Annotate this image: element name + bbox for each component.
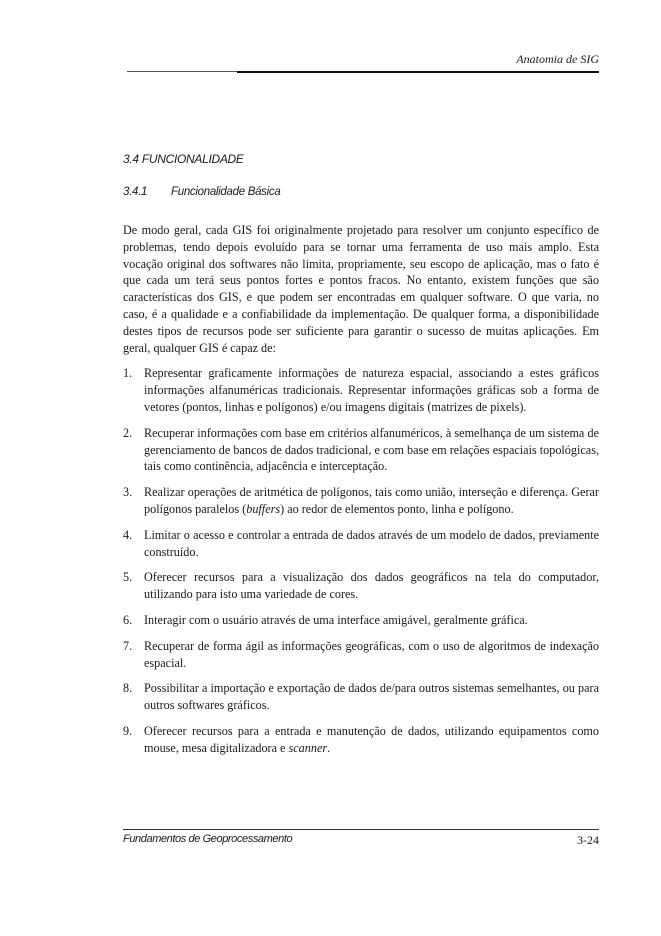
item-text: Possibilitar a importação e exportação de dados de/para outros sistemas semelhantes, ou para outros softwares gráficos.	[144, 681, 599, 713]
subsection-number: 3.4.1	[123, 186, 148, 198]
item-text: Representar graficamente informações de natureza espacial, associando a estes gráficos informações alfanuméricas tradicionais. Representar informações gráficas sob a forma de vetores (pontos, linhas e polígonos) e/ou imagens digitais (matrizes de pixels).	[144, 366, 599, 414]
item-number: 7.	[123, 638, 133, 653]
list-item	[123, 680, 599, 714]
item-text: Oferecer recursos para a visualização dos dados geográficos na tela do computador, utilizando para isto uma variedade de cores.	[144, 570, 599, 602]
list-item	[123, 612, 599, 629]
subsection-title: Funcionalidade Básica	[171, 186, 281, 198]
item-number: 5.	[123, 570, 133, 585]
item-text-end: ) ao redor de elementos ponto, linha e polígono.	[280, 501, 514, 516]
item-number: 4.	[123, 527, 133, 542]
footer-book-title: Fundamentos de Geoprocessamento	[123, 833, 293, 845]
list-item	[123, 365, 599, 415]
item-number: 6.	[123, 612, 133, 627]
item-number: 3.	[123, 485, 133, 500]
page-number: 3-24	[577, 833, 599, 847]
header-rule-thick	[237, 71, 599, 73]
section-heading: 3.4 FUNCIONALIDADE	[123, 152, 244, 166]
item-emphasis: buffers	[246, 501, 281, 516]
item-text: Interagir com o usuário através de uma interface amigável, geralmente gráfica.	[144, 612, 528, 627]
item-text: Recuperar informações com base em critérios alfanuméricos, à semelhança de um sistema de gerenciamento de bancos de dados tradicional, e com base em relações espaciais topológicas, tais como continência, adjacência e interceptação.	[144, 425, 599, 474]
item-text-start: Oferecer recursos para a entrada e manutenção de dados, utilizando equipamentos como mouse, mesa digitalizadora e	[144, 723, 599, 755]
item-text-end: .	[327, 740, 331, 755]
intro-paragraph: De modo geral, cada GIS foi originalmente projetado para resolver um conjunto específico de problemas, tendo depois evoluído para se tornar uma ferramenta de uso mais amplo. Esta vocação original dos softwares não limita, propriamente, seu escopo de aplicação, mas o fato é que cada um terá seus pontos fortes e pontos fracos. No entanto, existem funções que são características dos GIS, e que podem ser encontradas em qualquer software. O que varia, no caso, é a qualidade e a confiabilidade da implementação. De qualquer forma, a disponibilidade destes tipos de recursos pode ser suficiente para garantir o sucesso de muitas aplicações. Em geral, qualquer GIS é capaz de:	[123, 223, 599, 355]
running-header: Anatomia de SIG	[516, 52, 599, 66]
list-item	[123, 484, 599, 518]
body-text	[123, 222, 599, 766]
item-number: 2.	[123, 425, 133, 440]
capability-list	[123, 365, 599, 756]
list-item	[123, 723, 599, 757]
list-item	[123, 638, 599, 672]
item-emphasis: scanner	[288, 740, 328, 755]
subsection-heading	[123, 186, 280, 198]
footer-rule	[123, 829, 599, 830]
item-number: 8.	[123, 681, 133, 696]
list-item	[123, 569, 599, 603]
list-item	[123, 425, 599, 475]
item-text: Recuperar de forma ágil as informações geográficas, com o uso de algoritmos de indexação espacial.	[144, 638, 599, 670]
list-item	[123, 527, 599, 561]
item-number: 9.	[123, 723, 133, 738]
item-number: 1.	[123, 366, 133, 381]
item-text: Limitar o acesso e controlar a entrada de dados através de um modelo de dados, previamente construído.	[144, 527, 599, 559]
item-text-start: Realizar operações de aritmética de polígonos, tais como união, interseção e diferença. Gerar polígonos paralelos (	[144, 485, 599, 516]
